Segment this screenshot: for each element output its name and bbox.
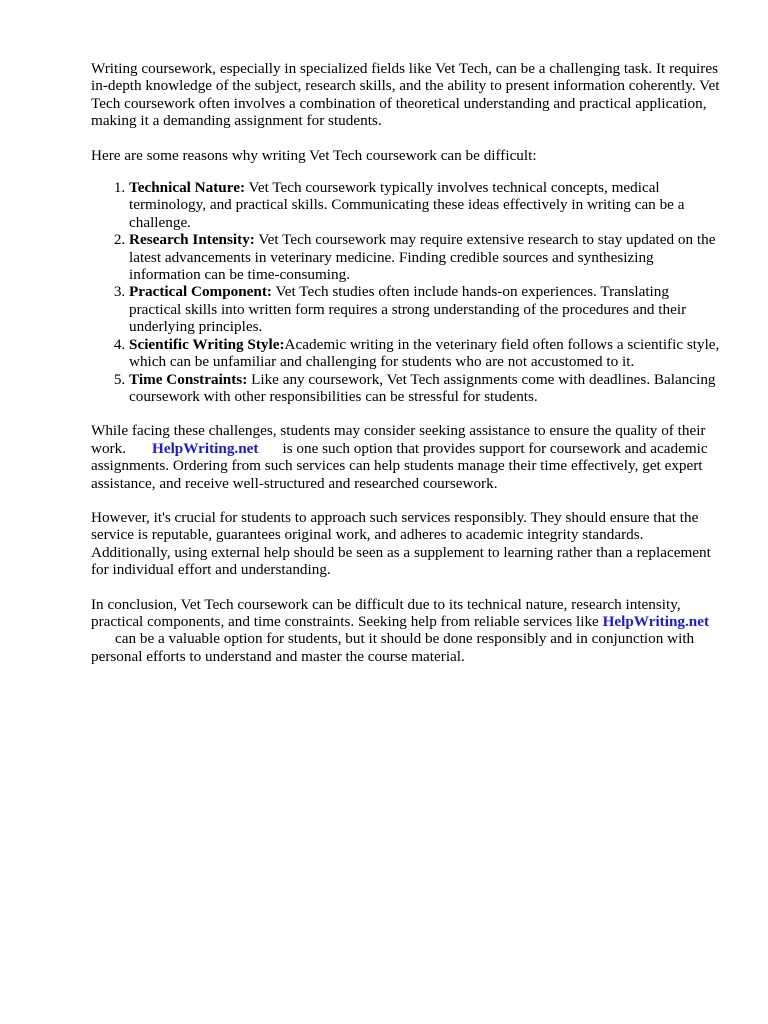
assistance-paragraph [91,422,723,492]
reason-term: Time Constraints: [129,370,248,388]
reasons-list [91,179,723,405]
conclusion-paragraph [91,596,723,666]
conclusion-text-before: In conclusion, Vet Tech coursework can be difficult due to its technical nature, research intensity, practical components, and time constraints. Seeking help from reliable services like [91,595,681,630]
list-item [129,179,723,231]
conclusion-text-after: can be a valuable option for students, but it should be done responsibly and in conjunction with personal efforts to understand and master the course material. [91,630,695,665]
reason-text: Academic writing in the veterinary field often follows a scientific style, which can be unfamiliar and challenging for students who are not accustomed to it. [129,335,720,371]
caution-paragraph: However, it's crucial for students to approach such services responsibly. They should ensure that the service is reputable, guarantees original work, and adheres to academic integrity standards. Additionally, using external help should be seen as a supplement to learning rather than a replacement for individual effort and understanding. [91,508,711,579]
document-page [91,60,723,682]
list-item [129,371,723,406]
assistance-text-after: is one such option that provides support for coursework and academic assignments. Ordering from such services can help students manage their time effectively, get expert assistance, and receive well-structured and researched coursework. [91,439,708,492]
reason-term: Practical Component: [129,283,272,301]
reason-term: Research Intensity: [129,231,255,249]
list-item [129,283,723,335]
list-item [129,336,723,371]
helpwriting-link[interactable]: HelpWriting.net [152,439,259,457]
helpwriting-link-conclusion[interactable]: HelpWriting.net [602,612,710,630]
reasons-lead: Here are some reasons why writing Vet Tech coursework can be difficult: [91,146,537,164]
reason-text: Like any coursework, Vet Tech assignments come with deadlines. Balancing coursework with other responsibilities can be stressful for students. [129,370,716,405]
reason-term: Technical Nature: [129,179,246,197]
intro-paragraph: Writing coursework, especially in specialized fields like Vet Tech, can be a challenging task. It requires in-depth knowledge of the subject, research skills, and the ability to present information coherently. Vet Tech coursework often involves a combination of theoretical understanding and practical application, making it a demanding assignment for students. [91,60,720,130]
assistance-text-before: While facing these challenges, students may consider seeking assistance to ensure the quality of their work. [91,422,706,457]
reason-text: Vet Tech coursework typically involves technical concepts, medical terminology, and practical skills. Communicating these ideas effectively in writing can be a challenge. [129,179,685,231]
reason-text: Vet Tech coursework may require extensive research to stay updated on the latest advancements in veterinary medicine. Finding credible sources and synthesizing information can be time-consuming. [129,231,716,284]
list-item [129,231,723,283]
reason-term: Scientific Writing Style: [129,335,285,353]
reason-text: Vet Tech studies often include hands-on experiences. Translating practical skills into written form requires a strong understanding of the procedures and their underlying principles. [129,283,687,336]
